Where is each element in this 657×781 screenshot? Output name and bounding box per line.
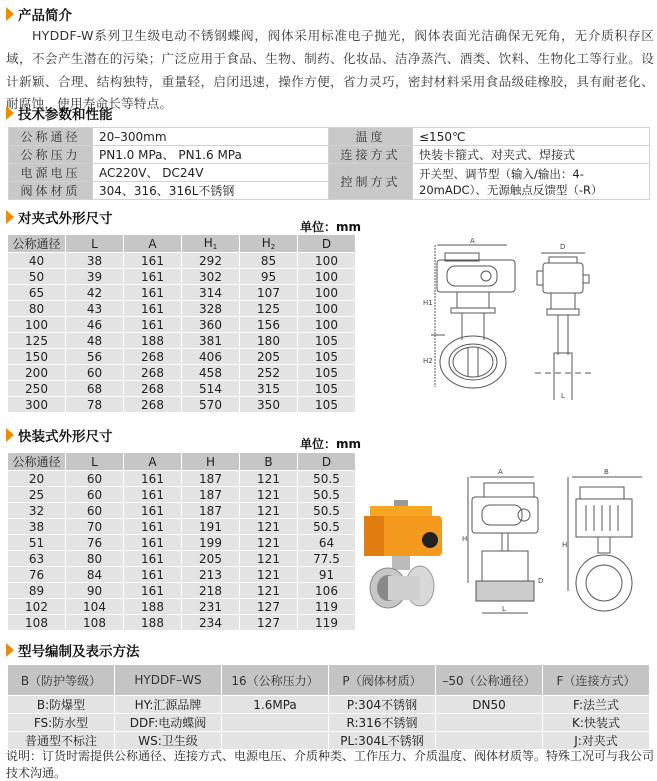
section-title-wafer (6, 207, 113, 227)
table-cell: F:法兰式 (543, 696, 650, 714)
table-cell: 90 (66, 583, 124, 599)
table-cell: 108 (66, 615, 124, 631)
table-cell: 119 (298, 599, 356, 615)
table-cell: 102 (8, 599, 66, 615)
column-header: B（防护等级） (8, 665, 115, 696)
table-body (8, 696, 650, 750)
column-header: $H_1$ (182, 235, 240, 253)
table-cell: 252 (240, 365, 298, 381)
table-cell: 76 (8, 567, 66, 583)
dimension-label-a: A (470, 237, 475, 245)
table-cell: 121 (240, 471, 298, 487)
section-arrow-icon (6, 7, 14, 21)
table-cell: 187 (182, 503, 240, 519)
table-cell: 161 (124, 551, 182, 567)
section-arrow-icon (6, 643, 14, 657)
table-cell: HY:汇源品牌 (115, 696, 222, 714)
dimension-label-d: D (560, 243, 566, 251)
section-arrow-icon (6, 428, 14, 442)
table-cell: DN50 (436, 696, 543, 714)
table-cell: FS:防水型 (8, 714, 115, 732)
table-cell: 50.5 (298, 503, 356, 519)
table-row (8, 714, 650, 732)
table-cell: 188 (124, 615, 182, 631)
table-cell: 187 (182, 487, 240, 503)
section-title-text: 快装式外形尺寸 (18, 429, 113, 445)
table-cell: 125 (240, 301, 298, 317)
table-cell: 205 (182, 551, 240, 567)
table-cell: 125 (8, 333, 66, 349)
table-cell: 161 (124, 317, 182, 333)
tech-params-table (8, 127, 650, 200)
table-cell: 205 (240, 349, 298, 365)
param-label: 阀体材质 (9, 182, 93, 200)
table-cell: 121 (240, 583, 298, 599)
table-cell: 76 (66, 535, 124, 551)
table-cell: DDF:电动蝶阀 (115, 714, 222, 732)
table-cell: 60 (66, 503, 124, 519)
table-cell: 91 (298, 567, 356, 583)
column-header: $H_2$ (240, 235, 298, 253)
table-cell: 25 (8, 487, 66, 503)
param-label: 电源电压 (9, 164, 93, 182)
table-cell: WS:卫生级 (115, 732, 222, 750)
table-body (8, 253, 356, 413)
table-header-row (8, 665, 650, 696)
table-cell: 302 (182, 269, 240, 285)
table-cell: 105 (298, 381, 356, 397)
dimension-label-d: D (538, 577, 544, 585)
table-row (9, 164, 650, 182)
dimension-label-l: L (561, 392, 565, 400)
table-row (9, 146, 650, 164)
section-title-text: 对夹式外形尺寸 (18, 211, 113, 227)
table-cell: K:快装式 (543, 714, 650, 732)
table-cell: 20 (8, 471, 66, 487)
section-title-text: 型号编制及表示方法 (18, 644, 140, 660)
table-cell: 105 (298, 397, 356, 413)
dimension-label-h: H (462, 535, 468, 543)
table-cell: 100 (298, 253, 356, 269)
table-cell: 39 (66, 269, 124, 285)
table-cell: 56 (66, 349, 124, 365)
table-cell: 300 (8, 397, 66, 413)
table-cell: 100 (298, 301, 356, 317)
unit-label: 单位：mm (300, 220, 362, 234)
table-cell: P:304不锈钢 (329, 696, 436, 714)
column-header: L (66, 453, 124, 471)
table-row (8, 599, 356, 615)
table-row (8, 285, 356, 301)
table-cell: 108 (8, 615, 66, 631)
table-cell: 1.6MPa (222, 696, 329, 714)
table-row (8, 615, 356, 631)
table-cell: 85 (240, 253, 298, 269)
table-cell (436, 714, 543, 732)
table-cell: 121 (240, 503, 298, 519)
table-row (8, 567, 356, 583)
table-cell: 普通型不标注 (8, 732, 115, 750)
table-cell: 50.5 (298, 471, 356, 487)
section-arrow-icon (6, 106, 14, 120)
table-cell: 100 (298, 285, 356, 301)
table-cell: 89 (8, 583, 66, 599)
table-row (8, 535, 356, 551)
table-cell: 100 (298, 269, 356, 285)
table-cell: 95 (240, 269, 298, 285)
table-row (8, 471, 356, 487)
table-cell: 161 (124, 301, 182, 317)
table-cell: 328 (182, 301, 240, 317)
section-title-text: 技术参数和性能 (18, 107, 113, 123)
table-cell: 514 (182, 381, 240, 397)
table-cell: 200 (8, 365, 66, 381)
table-row (8, 269, 356, 285)
table-cell: 161 (124, 583, 182, 599)
table-cell: 50.5 (298, 519, 356, 535)
table-cell: 187 (182, 471, 240, 487)
table-cell: 161 (124, 269, 182, 285)
param-label: 公称压力 (9, 146, 93, 164)
section-title-model (6, 640, 140, 660)
table-cell: 570 (182, 397, 240, 413)
table-cell: 68 (66, 381, 124, 397)
table-cell: 78 (66, 397, 124, 413)
table-cell: 161 (124, 519, 182, 535)
column-header: F（连接方式） (543, 665, 650, 696)
table-row (8, 333, 356, 349)
table-cell: 314 (182, 285, 240, 301)
dimension-label-b: B (604, 468, 609, 476)
param-value: 20–300mm (93, 128, 329, 146)
table-cell: 105 (298, 365, 356, 381)
table-cell: 156 (240, 317, 298, 333)
table-cell: 360 (182, 317, 240, 333)
table-cell: PL:304L不锈钢 (329, 732, 436, 750)
model-code-table (7, 664, 650, 750)
param-label: 控制方式 (329, 164, 413, 200)
table-row (8, 317, 356, 333)
table-cell: 100 (8, 317, 66, 333)
table-cell: 199 (182, 535, 240, 551)
param-value: 开关型、调节型（输入/输出：4-20mADC）、无源触点反馈型（-R） (413, 164, 650, 200)
dimension-label-a: A (498, 468, 503, 476)
table-cell: 161 (124, 285, 182, 301)
table-cell: 80 (66, 551, 124, 567)
table-cell: 50.5 (298, 487, 356, 503)
table-cell: 77.5 (298, 551, 356, 567)
table-header-row (8, 235, 356, 253)
dimension-label-l: L (502, 605, 506, 613)
table-cell (222, 714, 329, 732)
table-cell: 38 (8, 519, 66, 535)
table-cell: 105 (298, 333, 356, 349)
table-cell: J:对夹式 (543, 732, 650, 750)
table-cell: 38 (66, 253, 124, 269)
unit-label: 单位：mm (300, 437, 362, 451)
dimension-label-h1: H1 (423, 299, 433, 307)
table-cell: B:防爆型 (8, 696, 115, 714)
table-cell: R:316不锈钢 (329, 714, 436, 732)
table-header-row (8, 453, 356, 471)
clamp-valve-drawing (462, 465, 657, 625)
column-header: D (298, 453, 356, 471)
section-title-tech (6, 103, 113, 123)
section-arrow-icon (6, 210, 14, 224)
wafer-dimension-table (7, 234, 356, 413)
table-cell: 381 (182, 333, 240, 349)
param-value: ≤150℃ (413, 128, 650, 146)
wafer-valve-drawing (415, 235, 610, 400)
table-cell: 161 (124, 503, 182, 519)
table-row (8, 381, 356, 397)
table-cell: 46 (66, 317, 124, 333)
section-title-intro (6, 4, 72, 24)
table-cell: 40 (8, 253, 66, 269)
table-row (8, 503, 356, 519)
table-cell: 161 (124, 567, 182, 583)
param-value: PN1.0 MPa、 PN1.6 MPa (93, 146, 329, 164)
table-cell: 63 (8, 551, 66, 567)
table-cell: 60 (66, 487, 124, 503)
table-cell: 121 (240, 487, 298, 503)
section-title-clamp (6, 425, 113, 445)
table-cell: 188 (124, 599, 182, 615)
table-cell: 180 (240, 333, 298, 349)
table-cell: 161 (124, 487, 182, 503)
column-header: D (298, 235, 356, 253)
table-row (8, 583, 356, 599)
table-row (8, 349, 356, 365)
order-note: 说明：订货时需提供公称通径、连接方式、电源电压、介质种类、工作压力、介质温度、阀体材质等。特殊工况可与我公司技术沟通。 (6, 749, 655, 780)
table-cell: 458 (182, 365, 240, 381)
table-cell: 191 (182, 519, 240, 535)
table-cell: 406 (182, 349, 240, 365)
table-cell: 51 (8, 535, 66, 551)
table-cell: 84 (66, 567, 124, 583)
table-cell: 106 (298, 583, 356, 599)
clamp-dimension-table (7, 452, 356, 631)
table-cell: 43 (66, 301, 124, 317)
table-cell: 268 (124, 365, 182, 381)
table-cell: 234 (182, 615, 240, 631)
table-row (8, 487, 356, 503)
table-cell: 65 (8, 285, 66, 301)
param-label: 公称通径 (9, 128, 93, 146)
table-cell: 213 (182, 567, 240, 583)
param-label: 连接方式 (329, 146, 413, 164)
table-cell: 218 (182, 583, 240, 599)
table-cell: 268 (124, 381, 182, 397)
intro-text: HYDDF-W系列卫生级电动不锈钢蝶阀，阀体采用标准电子抛光，阀体表面光洁确保无死角，无介质积存区域，不会产生潜在的污染；广泛应用于食品、生物、制药、化妆品、洁净蒸汽、酒类、饮料、生物化工等行业。设计新颖、合理、结构独特，重量轻，启闭迅速，操作方便，省力灵巧，密封材料采用食品级硅橡胶，具有耐老化、耐腐蚀，使用寿命长等特点。 (6, 28, 654, 112)
table-row (8, 397, 356, 413)
table-cell: 315 (240, 381, 298, 397)
table-cell: 231 (182, 599, 240, 615)
column-header: L (66, 235, 124, 253)
table-row (8, 365, 356, 381)
table-cell: 161 (124, 253, 182, 269)
column-header: 公称通径 (8, 453, 66, 471)
table-cell: 161 (124, 471, 182, 487)
table-cell: 121 (240, 567, 298, 583)
table-cell: 292 (182, 253, 240, 269)
table-row (8, 253, 356, 269)
table-cell: 60 (66, 365, 124, 381)
table-cell: 32 (8, 503, 66, 519)
table-cell: 127 (240, 615, 298, 631)
table-cell: 268 (124, 349, 182, 365)
param-value: AC220V、 DC24V (93, 164, 329, 182)
table-cell: 161 (124, 535, 182, 551)
column-header: B (240, 453, 298, 471)
table-row (9, 128, 650, 146)
table-cell: 268 (124, 397, 182, 413)
table-cell: 121 (240, 551, 298, 567)
table-cell: 64 (298, 535, 356, 551)
param-value: 304、316、316L不锈钢 (93, 182, 329, 200)
column-header: HYDDF–WS (115, 665, 222, 696)
table-row (8, 519, 356, 535)
table-cell: 119 (298, 615, 356, 631)
table-cell: 48 (66, 333, 124, 349)
product-photo (358, 488, 453, 618)
table-row (8, 301, 356, 317)
param-label: 温度 (329, 128, 413, 146)
column-header: A (124, 453, 182, 471)
column-header: P（阀体材质） (329, 665, 436, 696)
table-body (8, 471, 356, 631)
column-header: H (182, 453, 240, 471)
table-cell: 100 (298, 317, 356, 333)
table-cell: 107 (240, 285, 298, 301)
table-cell: 121 (240, 535, 298, 551)
table-cell: 70 (66, 519, 124, 535)
table-row (8, 696, 650, 714)
table-cell: 104 (66, 599, 124, 615)
column-header: A (124, 235, 182, 253)
table-cell: 127 (240, 599, 298, 615)
dimension-label-h: H (562, 541, 568, 549)
table-cell: 350 (240, 397, 298, 413)
column-header: 公称通径 (8, 235, 66, 253)
column-header: 16（公称压力） (222, 665, 329, 696)
table-cell: 50 (8, 269, 66, 285)
table-cell: 60 (66, 471, 124, 487)
table-cell: 121 (240, 519, 298, 535)
table-cell: 250 (8, 381, 66, 397)
column-header: –50（公称通径） (436, 665, 543, 696)
table-cell: 80 (8, 301, 66, 317)
table-row (8, 551, 356, 567)
table-cell: 150 (8, 349, 66, 365)
table-cell: 42 (66, 285, 124, 301)
param-value: 快装卡箍式、对夹式、焊接式 (413, 146, 650, 164)
dimension-label-h2: H2 (423, 357, 433, 365)
table-cell: 105 (298, 349, 356, 365)
section-title-text: 产品简介 (18, 8, 72, 24)
table-cell: 188 (124, 333, 182, 349)
